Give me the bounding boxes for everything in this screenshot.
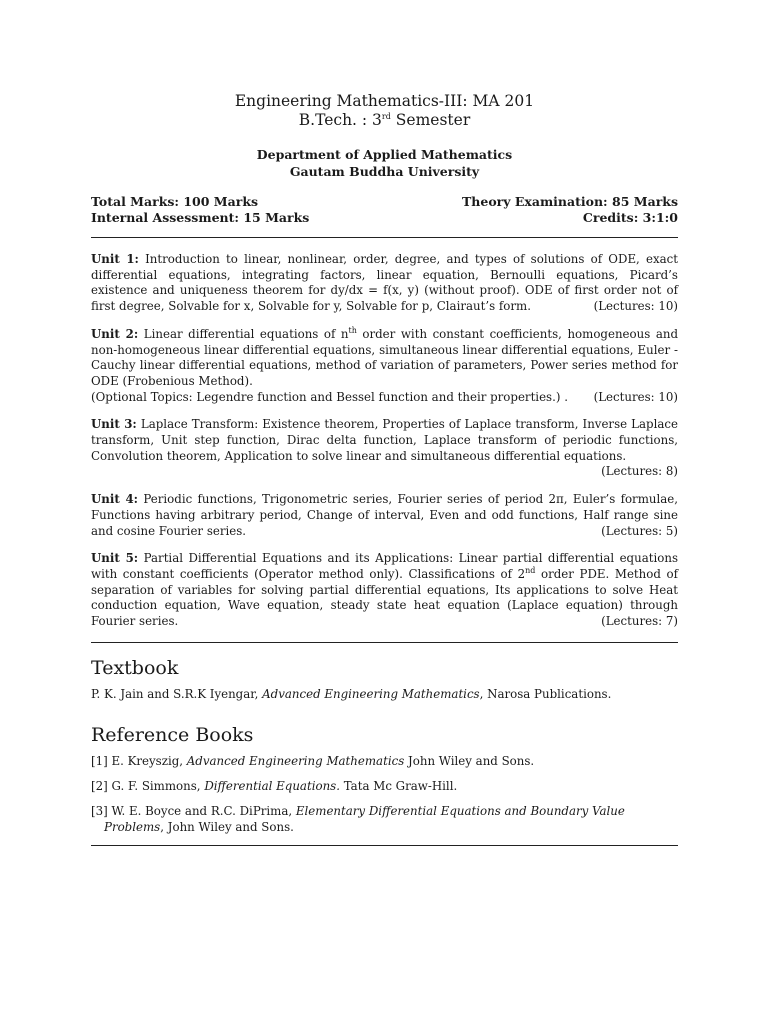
reference-item <box>91 754 678 770</box>
reference-publisher: Tata Mc Graw-Hill. <box>339 779 458 794</box>
marks-row-1 <box>91 194 678 210</box>
textbook-authors: P. K. Jain and S.R.K Iyengar, <box>91 686 263 701</box>
divider-middle <box>91 642 678 643</box>
total-marks: Total Marks: 100 Marks <box>91 194 259 209</box>
textbook-publisher: , Narosa Publications. <box>479 686 612 701</box>
reference-title: Elementary Differential Equations and Boundary Value Problems <box>104 803 625 834</box>
reference-number: [2] <box>91 779 108 794</box>
unit-optional: (Optional Topics: Legendre function and Bessel function and their properties.) . <box>91 389 568 404</box>
unit-2 <box>91 327 678 406</box>
unit-text: Laplace Transform: Existence theorem, Properties of Laplace transform, Inverse Laplace transform, Unit step function, Dirac delta function, Laplace transform of periodic functions, Convolution theorem, Application to solve linear and simultaneous differential equations. <box>91 417 678 463</box>
unit-text: Introduction to linear, nonlinear, order, degree, and types of solutions of ODE, exact differential equations, integrating factors, linear equation, Bernoulli equations, Picard’s existence and uniqueness theorem for dy/dx = f(x, y) (without proof). ODE of first order not of first degree, Solvable for x, Solvable for y, Solvable for p, Clairaut’s form. <box>91 252 679 314</box>
unit-lectures: (Lectures: 5) <box>601 523 678 538</box>
unit-text: Periodic functions, Trigonometric series, Fourier series of period 2π, Euler’s formulae, Functions having arbitrary period, Change of interval, Even and odd functions, Half range sine and cosine Fourier series. <box>91 492 679 538</box>
credits: Credits: 3:1:0 <box>582 210 678 225</box>
divider-bottom <box>91 845 678 846</box>
unit-lectures: (Lectures: 8) <box>601 464 678 479</box>
subtitle-sup: rd <box>381 111 391 121</box>
unit-label: Unit 3: <box>91 417 137 432</box>
reference-item <box>91 779 678 795</box>
reference-publisher: , John Wiley and Sons. <box>160 819 294 834</box>
theory-marks: Theory Examination: 85 Marks <box>461 194 678 209</box>
unit-1 <box>91 252 678 315</box>
references-heading: Reference Books <box>91 724 254 747</box>
unit-text-cont: order with constant coefficients, homogeneous and non-homogeneous linear differential equations, simultaneous linear differential equations, Euler -Cauchy linear differential equations, method of variation of parameters, Power series method for ODE (Frobenious Method). <box>91 326 679 388</box>
department-block <box>91 146 678 180</box>
subtitle-text: B.Tech. : 3 <box>298 111 382 129</box>
reference-title: Advanced Engineering Mathematics <box>186 754 405 769</box>
reference-authors: E. Kreyszig, <box>107 754 187 769</box>
reference-number: [3] <box>91 803 108 818</box>
reference-publisher: John Wiley and Sons. <box>404 754 535 769</box>
unit-4 <box>91 492 678 539</box>
university-name: Gautam Buddha University <box>289 164 480 179</box>
unit-lectures: (Lectures: 10) <box>593 389 678 404</box>
divider-top <box>91 237 678 238</box>
syllabus-page <box>91 92 678 846</box>
reference-item <box>91 804 678 835</box>
reference-title: Differential Equations. <box>204 779 340 794</box>
reference-authors: W. E. Boyce and R.C. DiPrima, <box>107 803 296 818</box>
subtitle-semester: Semester <box>390 111 471 129</box>
unit-lectures: (Lectures: 7) <box>601 614 678 629</box>
course-title: Engineering Mathematics-III: MA 201 <box>234 92 535 110</box>
unit-label: Unit 1: <box>91 252 139 266</box>
reference-number: [1] <box>91 754 108 769</box>
unit-label: Unit 5: <box>91 551 139 566</box>
textbook-heading: Textbook <box>91 656 179 679</box>
unit-3 <box>91 417 678 480</box>
unit-text-cont: order PDE. Method of separation of variables for solving partial differential equations, Its applications to solve Heat conduction equation, Wave equation, steady state heat equation (Laplace equation) through Fourier series. <box>91 566 678 629</box>
unit-label: Unit 2: <box>91 326 139 341</box>
unit-sup: nd <box>525 566 536 576</box>
unit-sup: th <box>348 325 357 335</box>
course-subtitle <box>91 111 678 130</box>
unit-label: Unit 4: <box>91 492 139 507</box>
reference-authors: G. F. Simmons, <box>107 779 205 794</box>
department-name: Department of Applied Mathematics <box>256 147 513 162</box>
textbook-title: Advanced Engineering Mathematics <box>262 686 480 701</box>
unit-text: Partial Differential Equations and its Applications: Linear partial differential equations with constant coefficients (Operator method only). Classifications of 2 <box>91 551 679 581</box>
marks-row-2 <box>91 210 678 226</box>
unit-lectures: (Lectures: 10) <box>593 299 678 314</box>
internal-marks: Internal Assessment: 15 Marks <box>91 210 310 225</box>
textbook-entry <box>91 687 678 703</box>
title-block <box>91 92 678 130</box>
unit-text: Linear differential equations of n <box>143 326 349 341</box>
unit-5 <box>91 551 678 630</box>
